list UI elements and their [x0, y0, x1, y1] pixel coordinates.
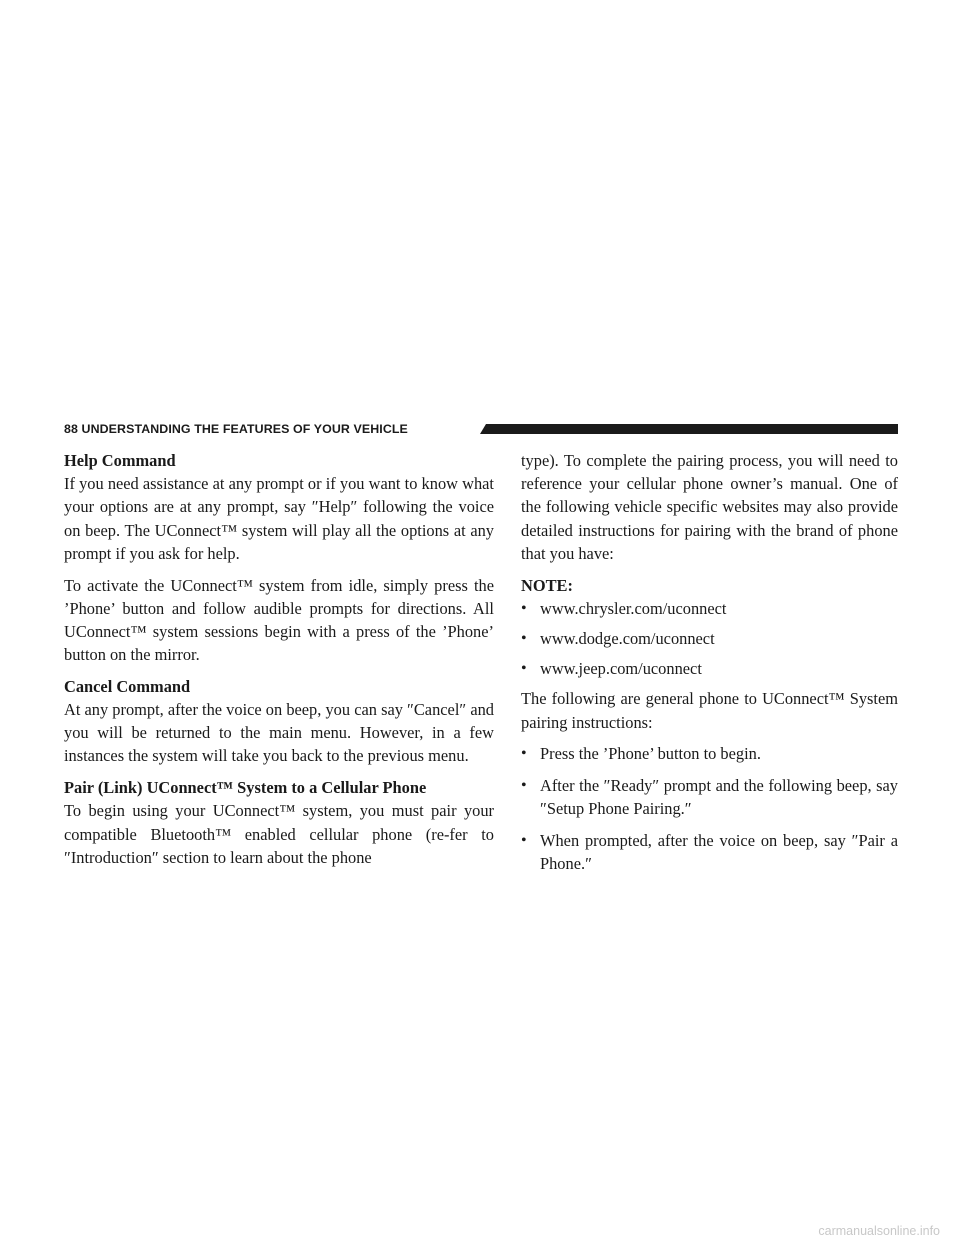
cancel-command-paragraph: At any prompt, after the voice on beep, you can say ″Cancel″ and you will be returned to the main menu. However, in a few instances the system will take you back to the previous menu.	[64, 700, 494, 766]
cancel-command-heading: Cancel Command	[64, 676, 191, 696]
page-header	[64, 421, 898, 437]
website-list-item	[521, 627, 898, 650]
watermark-text: carmanualsonline.info	[818, 1224, 940, 1238]
help-command-paragraph: If you need assistance at any prompt or if you want to know what your options are at any prompt, say ″Help″ following the voice on beep. The UConnect™ system will play all the options at any prompt if you ask for help.	[64, 474, 494, 563]
help-command-heading: Help Command	[64, 451, 176, 470]
bullet-icon: •	[521, 660, 527, 678]
pair-phone-heading: Pair (Link) UConnect™ System to a Cellular Phone	[64, 778, 427, 798]
general-instructions-paragraph: The following are general phone to UConnect™ System pairing instructions:	[521, 689, 898, 732]
instruction-step-text: Press the ’Phone’ button to begin.	[540, 744, 761, 764]
bullet-icon: •	[521, 599, 527, 617]
page-number-and-section-title: 88 UNDERSTANDING THE FEATURES OF YOUR VEHICLE	[64, 422, 408, 436]
instruction-step-text: After the ″Ready″ prompt and the following beep, say ″Setup Phone Pairing.″	[540, 775, 898, 819]
left-column	[64, 449, 494, 877]
instruction-step-item	[521, 774, 898, 820]
right-column	[521, 449, 898, 884]
website-list-item	[521, 597, 898, 620]
header-rule-bar	[480, 424, 898, 434]
website-url: www.jeep.com/uconnect	[540, 659, 702, 679]
pairing-continued-paragraph: type). To complete the pairing process, you will need to reference your cellular phone owner’s manual. One of the following vehicle specific websites may also provide detailed instructions for pairing with the brand of phone that you have:	[521, 451, 898, 563]
instruction-step-text: When prompted, after the voice on beep, say ″Pair a Phone.″	[540, 830, 898, 874]
bullet-icon: •	[521, 831, 527, 849]
instruction-step-item	[521, 829, 898, 875]
website-url: www.chrysler.com/uconnect	[540, 598, 727, 618]
pair-phone-paragraph: To begin using your UConnect™ system, you must pair your compatible Bluetooth™ enabled cellular phone (re-fer to ″Introduction″ section to learn about the phone	[64, 801, 494, 867]
bullet-icon: •	[521, 776, 527, 794]
bullet-icon: •	[521, 629, 527, 647]
instruction-step-item	[521, 742, 898, 765]
website-list-item	[521, 657, 898, 680]
bullet-icon: •	[521, 745, 527, 763]
activate-system-paragraph: To activate the UConnect™ system from idle, simply press the ’Phone’ button and follow audible prompts for directions. All UConnect™ system sessions begin with a press of the ’Phone’ button on the mirror.	[64, 575, 494, 665]
website-url: www.dodge.com/uconnect	[540, 628, 715, 648]
note-label: NOTE:	[521, 575, 573, 595]
